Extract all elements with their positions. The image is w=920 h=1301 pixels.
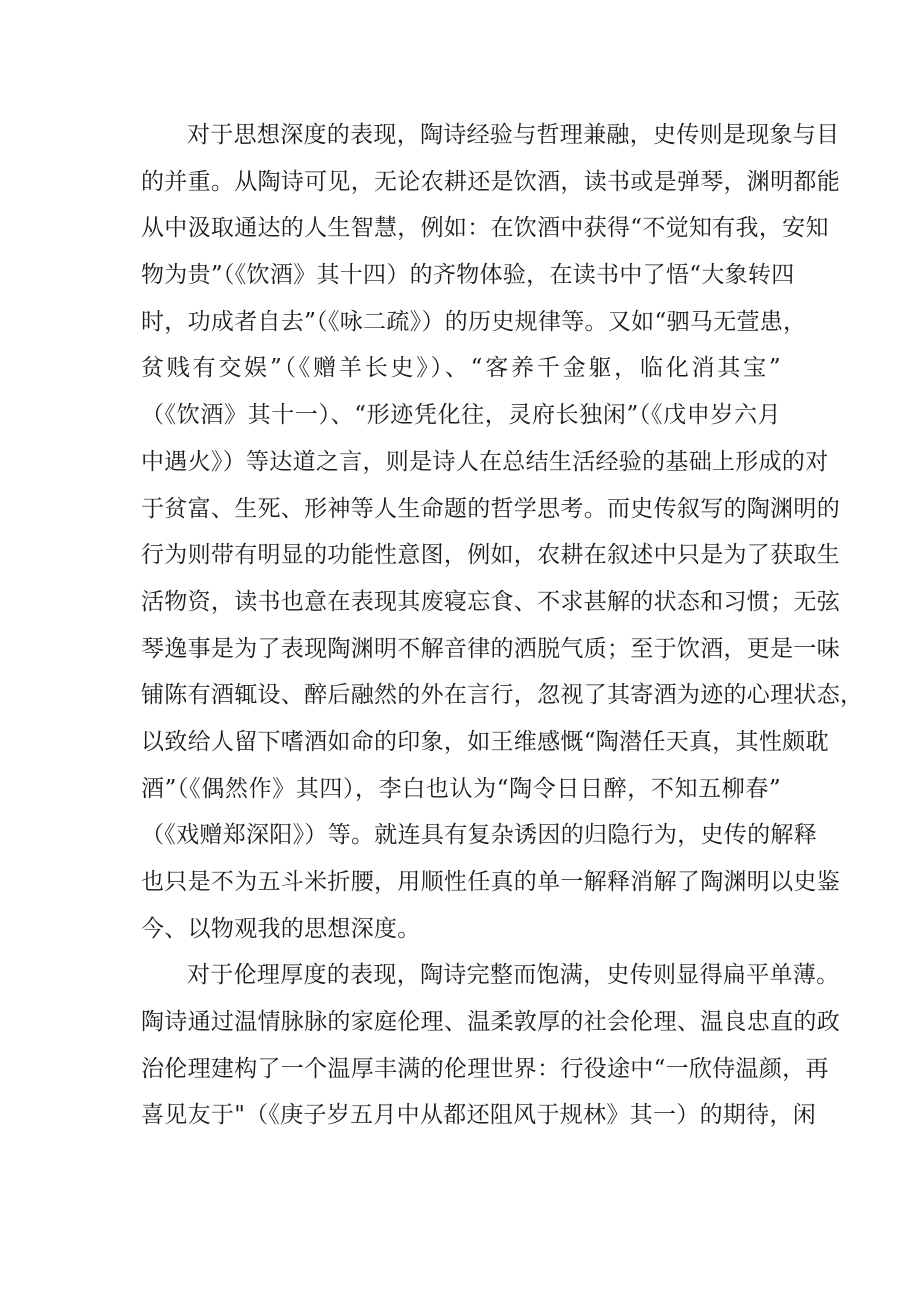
paragraph-1-line-7: （《饮酒》其十一）、“形迹凭化往，灵府长独闲”（《戊申岁六月 (141, 402, 781, 429)
paragraph-1-line-11: 活物资，读书也意在表现其废寝忘食、不求甚解的状态和习惯；无弦 (141, 588, 840, 615)
paragraph-2-line-1: 对于伦理厚度的表现，陶诗完整而饱满，史传则显得扁平单薄。 (187, 962, 840, 989)
paragraph-1-line-3: 从中汲取通达的人生智慧，例如：在饮酒中获得“不觉知有我，安知 (141, 215, 829, 242)
paragraph-1-line-16: （《戏赠郑深阳》）等。就连具有复杂诱因的归隐行为，史传的解释 (141, 822, 817, 849)
paragraph-1-line-15: 酒”（《偶然作》其四），李白也认为“陶令日日醉，不知五柳春” (141, 775, 781, 802)
paragraph-1-line-2: 的并重。从陶诗可见，无论农耕还是饮酒，读书或是弹琴，渊明都能 (141, 168, 840, 195)
paragraph-1-line-13: 铺陈有酒辄设、醉后融然的外在言行，忽视了其寄酒为迹的心理状态， (141, 682, 864, 709)
paragraph-1-line-5: 时，功成者自去”（《咏二疏》）的历史规律等。又如“驷马无萱患， (141, 308, 807, 335)
paragraph-1-line-17: 也只是不为五斗米折腰，用顺性任真的单一解释消解了陶渊明以史鉴 (141, 869, 840, 895)
paragraph-1-line-10: 行为则带有明显的功能性意图，例如，农耕在叙述中只是为了获取生 (141, 542, 840, 569)
body-text (141, 112, 864, 1139)
paragraph-2-line-4: 喜见友于"（《庚子岁五月中从都还阻风于规林》其一）的期待，闲 (141, 1102, 817, 1129)
paragraph-1-line-4: 物为贵”（《饮酒》其十四）的齐物体验，在读书中了悟“大象转四 (141, 262, 795, 289)
paragraph-1-line-9: 于贫富、生死、形神等人生命题的哲学思考。而史传叙写的陶渊明的 (141, 495, 840, 522)
paragraph-2-line-3: 治伦理建构了一个温厚丰满的伦理世界：行役途中“一欣侍温颜，再 (141, 1055, 829, 1082)
paragraph-1-line-12: 琴逸事是为了表现陶渊明不解音律的洒脱气质；至于饮酒，更是一味 (141, 635, 840, 662)
paragraph-2-line-2: 陶诗通过温情脉脉的家庭伦理、温柔敦厚的社会伦理、温良忠直的政 (141, 1009, 840, 1036)
paragraph-1-line-18: 今、以物观我的思想深度。 (141, 915, 421, 942)
paragraph-1-line-1: 对于思想深度的表现，陶诗经验与哲理兼融，史传则是现象与目 (187, 122, 840, 148)
paragraph-1-line-14: 以致给人留下嗜酒如命的印象，如王维感慨“陶潜任天真，其性颇耽 (141, 728, 829, 755)
paragraph-1-line-8: 中遇火》）等达道之言，则是诗人在总结生活经验的基础上形成的对 (141, 448, 829, 475)
paragraph-1-line-6: 贫贱有交娱”（《赠羊长史》）、“客养千金躯，临化消其宝” (141, 355, 781, 382)
